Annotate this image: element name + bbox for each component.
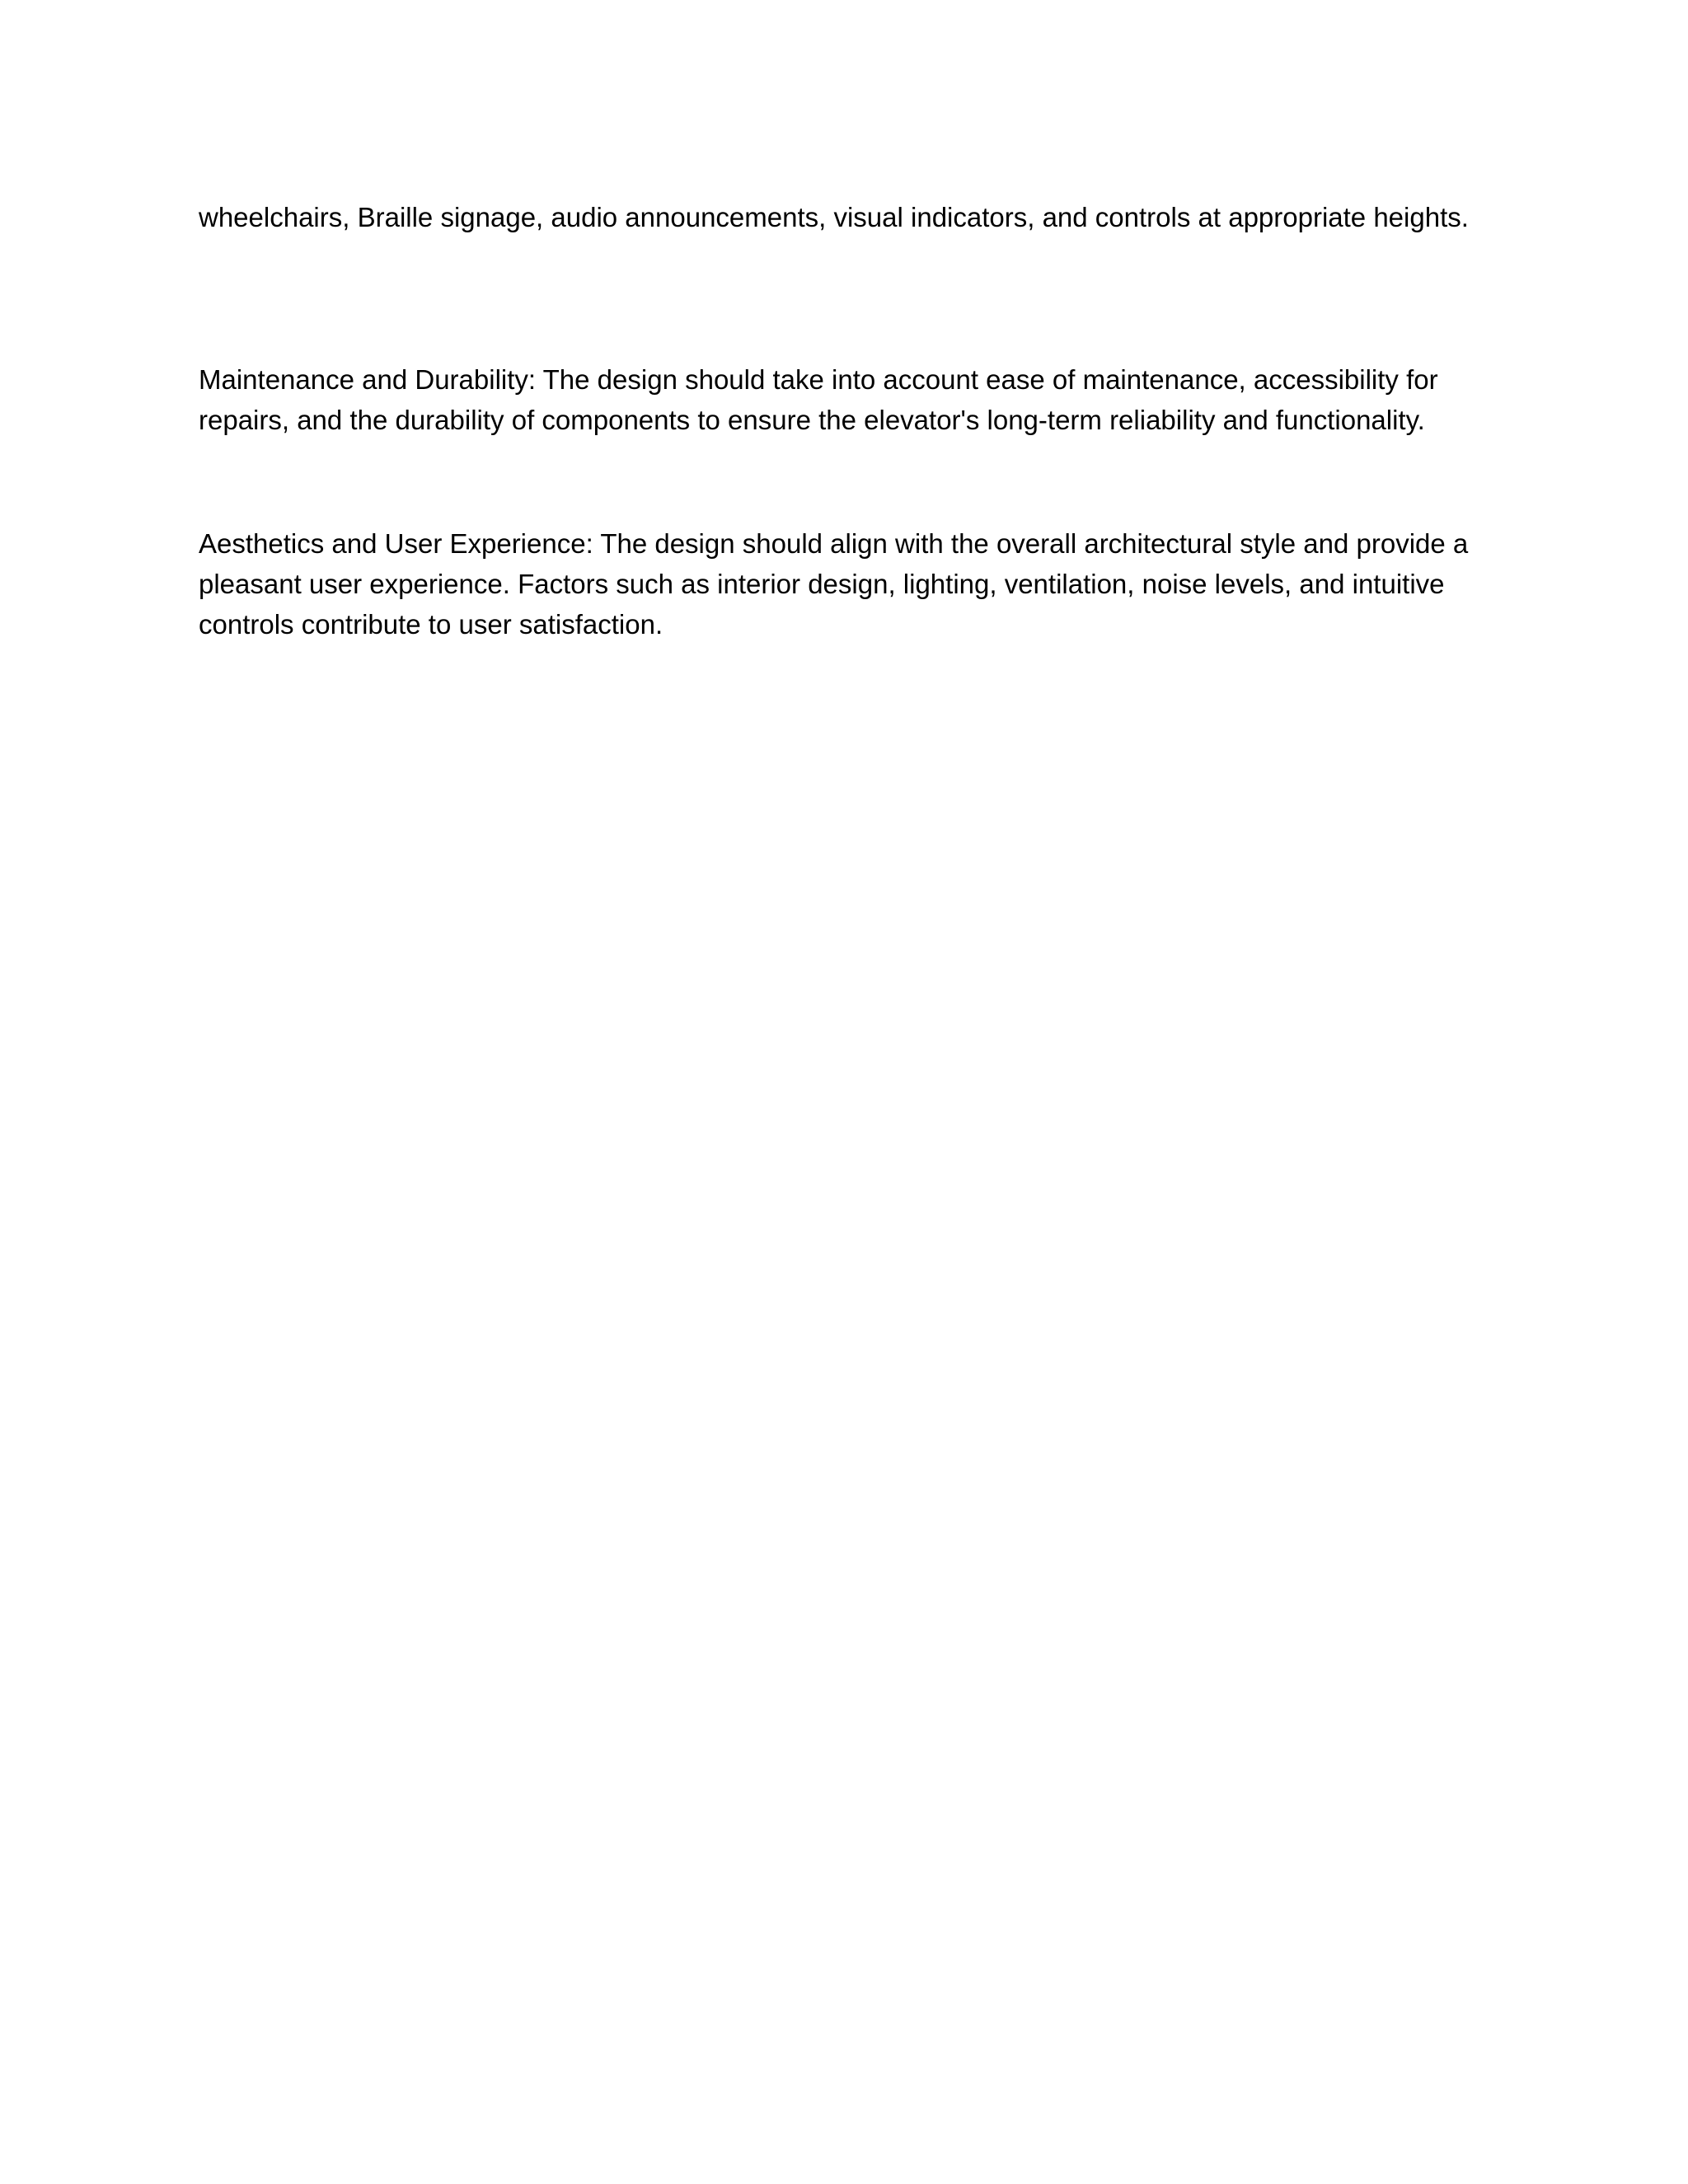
paragraph-accessibility-continuation: wheelchairs, Braille signage, audio announcements, visual indicators, and controls at appropriate heights. <box>199 202 1469 232</box>
paragraph-aesthetics-user-experience: Aesthetics and User Experience: The design should align with the overall architectural style and provide a pleasant user experience. Factors such as interior design, lighting, ventilation, noise levels, and intuitive controls contribute to user satisfaction. <box>199 528 1469 640</box>
paragraph-maintenance-durability: Maintenance and Durability: The design should take into account ease of maintenance, accessibility for repairs, and the durability of components to ensure the elevator's long-term reliability and functionality. <box>199 364 1438 435</box>
